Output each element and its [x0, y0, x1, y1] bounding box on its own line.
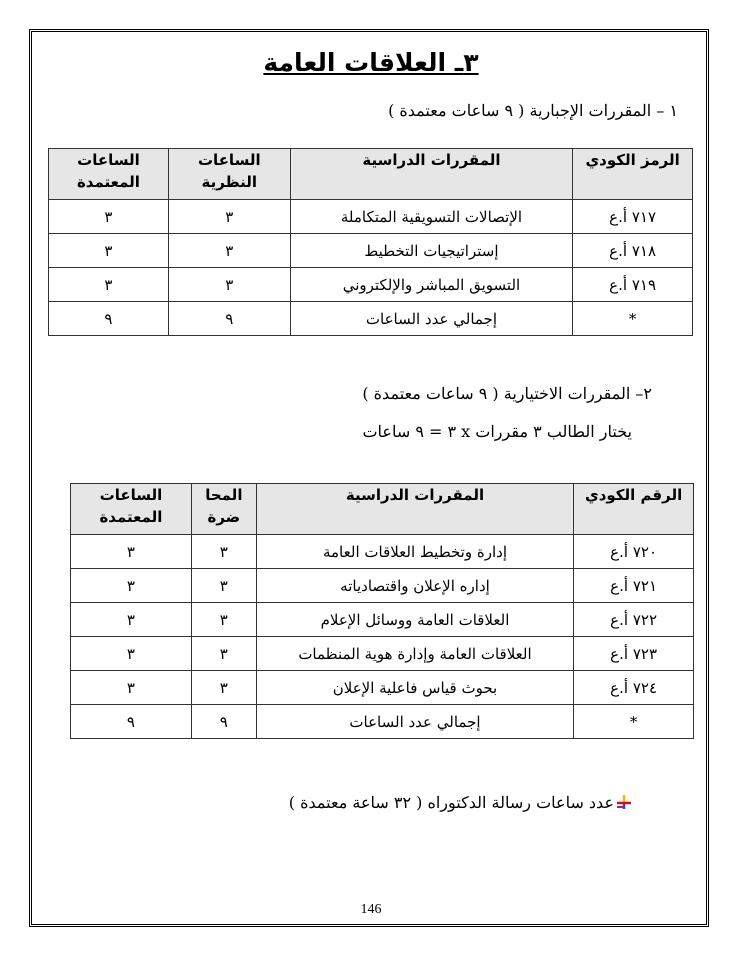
cell-lecture: ٣ [191, 637, 256, 671]
cell-lecture: ٣ [191, 535, 256, 569]
cell-credit: ٣ [49, 268, 169, 302]
cell-theory: ٩ [168, 302, 290, 336]
table-row-total [71, 705, 694, 739]
page-title: ٣ـ العلاقات العامة [263, 48, 479, 77]
elective-courses-table [70, 483, 694, 739]
table-row [49, 234, 693, 268]
table-header-row [49, 149, 693, 200]
compulsory-courses-table [48, 148, 693, 336]
header-code: الرمز الكودي [573, 149, 693, 200]
cell-course: إدارة وتخطيط العلاقات العامة [256, 535, 573, 569]
table-row [71, 603, 694, 637]
cell-course: التسويق المباشر والإلكتروني [290, 268, 572, 302]
thesis-note-text: عدد ساعات رسالة الدكتوراه ( ٣٢ ساعة معتمدة ) [288, 793, 614, 812]
cell-lecture: ٣ [191, 671, 256, 705]
table-header-row [71, 484, 694, 535]
cell-credit: ٩ [71, 705, 192, 739]
header-lecture: المحا ضرة [191, 484, 256, 535]
cell-code: ٧٢٣ أ.ع [574, 637, 694, 671]
cell-credit: ٣ [71, 671, 192, 705]
cell-theory: ٣ [168, 200, 290, 234]
cell-credit: ٩ [49, 302, 169, 336]
section2-heading: ٢– المقررات الاختيارية ( ٩ ساعات معتمدة ) [362, 384, 652, 403]
cell-code: * [573, 302, 693, 336]
cell-code: ٧١٩ أ.ع [573, 268, 693, 302]
cell-credit: ٣ [71, 569, 192, 603]
arrow-bullet-icon [616, 794, 632, 814]
cell-credit: ٣ [71, 535, 192, 569]
cell-code: ٧١٧ أ.ع [573, 200, 693, 234]
cell-course: إجمالي عدد الساعات [256, 705, 573, 739]
table-row [71, 569, 694, 603]
section1-heading: ١ – المقررات الإجبارية ( ٩ ساعات معتمدة ) [388, 101, 678, 120]
cell-code: ٧٢٤ أ.ع [574, 671, 694, 705]
header-courses: المقررات الدراسية [256, 484, 573, 535]
cell-credit: ٣ [71, 603, 192, 637]
cell-course: الإتصالات التسويقية المتكاملة [290, 200, 572, 234]
table-row [49, 268, 693, 302]
header-credit-hours: الساعات المعتمدة [49, 149, 169, 200]
cell-code: ٧٢٠ أ.ع [574, 535, 694, 569]
cell-lecture: ٣ [191, 569, 256, 603]
table-row [71, 637, 694, 671]
cell-code: ٧٢٢ أ.ع [574, 603, 694, 637]
cell-course: بحوث قياس فاعلية الإعلان [256, 671, 573, 705]
table-row-total [49, 302, 693, 336]
cell-theory: ٣ [168, 268, 290, 302]
section2-note: يختار الطالب ٣ مقررات x ٣ = ٩ ساعات [362, 422, 632, 441]
cell-code: * [574, 705, 694, 739]
header-credit-hours: الساعات المعتمدة [71, 484, 192, 535]
cell-credit: ٣ [49, 200, 169, 234]
table-row [71, 535, 694, 569]
cell-code: ٧٢١ أ.ع [574, 569, 694, 603]
header-code: الرقم الكودي [574, 484, 694, 535]
table-row [71, 671, 694, 705]
cell-course: العلاقات العامة ووسائل الإعلام [256, 603, 573, 637]
cell-lecture: ٣ [191, 603, 256, 637]
table-row [49, 200, 693, 234]
cell-theory: ٣ [168, 234, 290, 268]
cell-credit: ٣ [71, 637, 192, 671]
header-courses: المقررات الدراسية [290, 149, 572, 200]
cell-code: ٧١٨ أ.ع [573, 234, 693, 268]
thesis-note [289, 793, 632, 814]
page-number: 146 [360, 902, 382, 917]
cell-course: إداره الإعلان واقتصادياته [256, 569, 573, 603]
header-theory-hours: الساعات النظرية [168, 149, 290, 200]
cell-course: إستراتيجيات التخطيط [290, 234, 572, 268]
cell-course: العلاقات العامة وإدارة هوية المنظمات [256, 637, 573, 671]
cell-course: إجمالي عدد الساعات [290, 302, 572, 336]
cell-credit: ٣ [49, 234, 169, 268]
cell-lecture: ٩ [191, 705, 256, 739]
